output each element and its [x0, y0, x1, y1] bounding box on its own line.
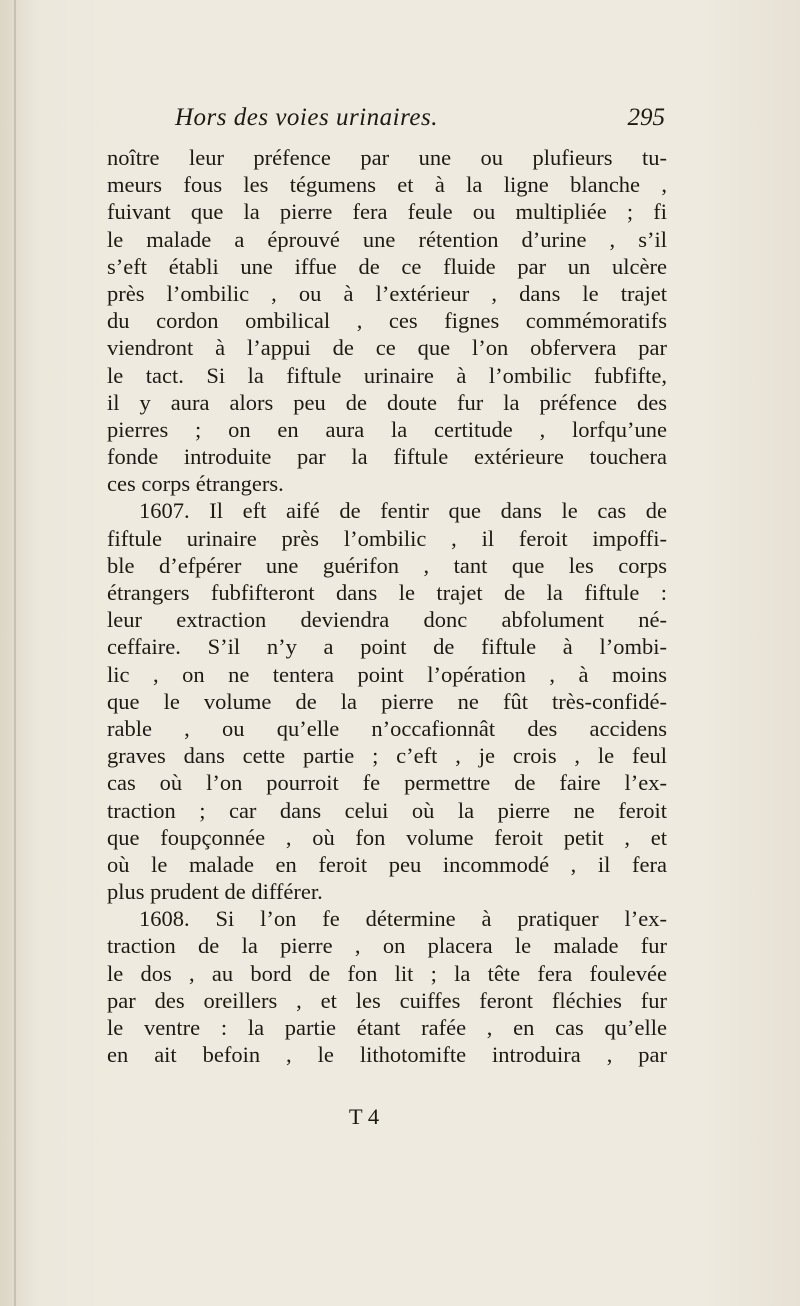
text-line: par des oreillers , et les cuiffes feront fléchies fur	[107, 987, 667, 1013]
text-line: que foupçonnée , où fon volume feroit petit , et	[107, 824, 667, 850]
text-line: où le malade en feroit peu incommodé , il fera	[107, 851, 667, 877]
section-1608-start: 1608. Si l’on fe détermine à pratiquer l’ex-	[139, 906, 667, 932]
page-header	[175, 104, 665, 140]
text-line: pierres ; on en aura la certitude , lorfqu’une	[107, 416, 667, 442]
paragraph-end-line: plus prudent de différer.	[107, 879, 323, 905]
text-line: fonde introduite par la fiftule extérieure touchera	[107, 444, 667, 470]
text-line: le ventre : la partie étant rafée , en cas qu’elle	[107, 1015, 667, 1040]
text-line: le malade a éprouvé une rétention d’urine , s’il	[107, 226, 667, 252]
text-line: ceffaire. S’il n’y a point de fiftule à l’ombi-	[107, 634, 667, 660]
text-line: cas où l’on pourroit fe permettre de faire l’ex-	[107, 770, 667, 796]
text-line: leur extraction deviendra donc abfolument né-	[107, 607, 667, 633]
text-line: le dos , au bord de fon lit ; la tête fera foulevée	[107, 960, 667, 986]
text-line: meurs fous les tégumens et à la ligne blanche ,	[107, 172, 667, 198]
text-line: du cordon ombilical , ces fignes commémoratifs	[107, 308, 667, 334]
text-line: s’eft établi une iffue de ce fluide par un ulcère	[107, 253, 667, 279]
text-line: près l’ombilic , ou à l’extérieur , dans le trajet	[107, 280, 667, 306]
text-line: il y aura alors peu de doute fur la préfence des	[107, 389, 667, 415]
text-line: traction de la pierre , on placera le malade fur	[107, 933, 667, 959]
text-line: graves dans cette partie ; c’eft , je crois , le feul	[107, 743, 667, 769]
text-line: fuivant que la pierre fera feule ou multipliée ; fi	[107, 199, 667, 225]
paragraph-end-line: ces corps étrangers.	[107, 471, 284, 497]
text-line: rable , ou qu’elle n’occafionnât des accidens	[107, 715, 667, 741]
text-line: étrangers fubfifteront dans le trajet de la fiftule :	[107, 580, 667, 605]
text-line: que le volume de la pierre ne fût très-confidé-	[107, 688, 667, 714]
body-text	[107, 144, 667, 1068]
text-line: en ait befoin , le lithotomifte introduira , par	[107, 1042, 667, 1068]
page-number: 295	[627, 104, 665, 131]
text-line: fiftule urinaire près l’ombilic , il feroit impoffi-	[107, 525, 667, 551]
section-1607-start: 1607. Il eft aifé de fentir que dans le cas de	[139, 498, 667, 524]
running-title: Hors des voies urinaires.	[175, 104, 438, 131]
signature-mark: T 4	[348, 1104, 380, 1129]
text-line: traction ; car dans celui où la pierre ne feroit	[107, 797, 667, 823]
text-line: le tact. Si la fiftule urinaire à l’ombilic fubfifte,	[107, 362, 667, 388]
text-line: viendront à l’appui de ce que l’on obfervera par	[107, 335, 667, 361]
text-line: lic , on ne tentera point l’opération , à moins	[107, 661, 667, 687]
text-line: ble d’efpérer une guérifon , tant que les corps	[107, 552, 667, 578]
text-line: noître leur préfence par une ou plufieurs tu-	[107, 145, 667, 170]
